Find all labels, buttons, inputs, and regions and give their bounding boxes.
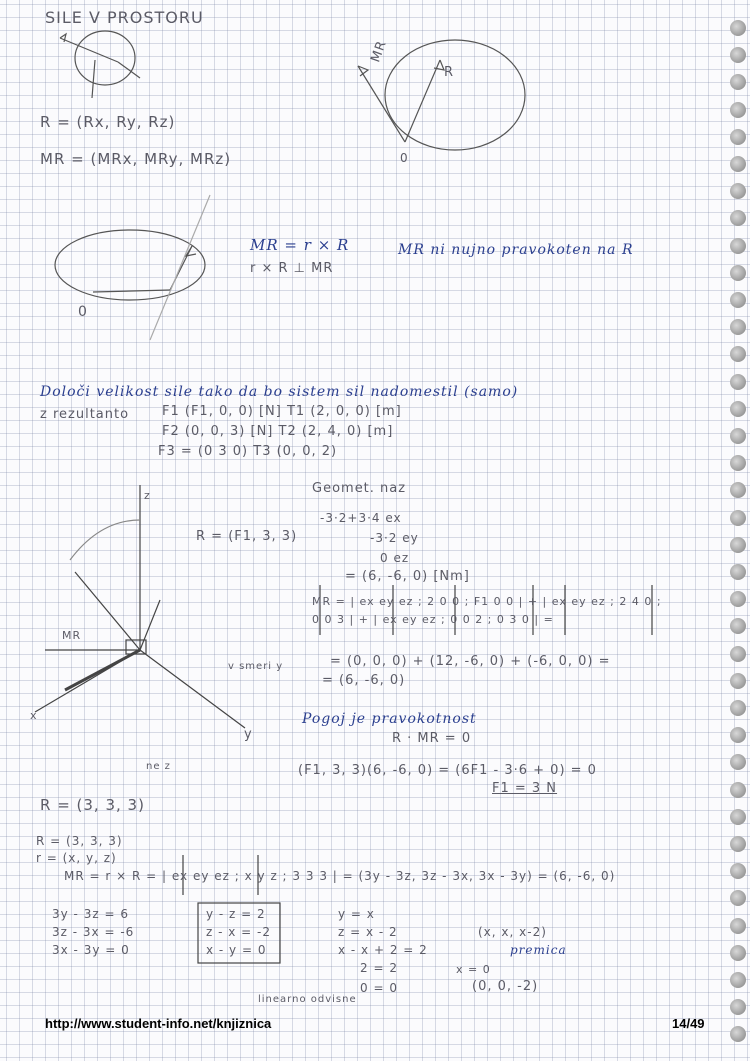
box-eq-2: z - x = -2 <box>206 925 272 939</box>
sub-2: z = x - 2 <box>338 925 398 939</box>
condition-title: Pogoj je pravokotnost <box>302 711 477 727</box>
line-name: premica <box>510 943 567 957</box>
direction-y-note: v smeri y <box>228 661 284 672</box>
mr-label: MR <box>368 38 390 65</box>
axis-y-label: y <box>244 727 253 742</box>
sub-1: y = x <box>338 907 375 921</box>
task-text: Določi velikost sile tako da bo sistem sil nadomestil (samo) <box>40 384 519 400</box>
mr-sum: = (0, 0, 0) + (12, -6, 0) + (-6, 0, 0) = <box>330 654 611 669</box>
sub-5: 0 = 0 <box>360 981 398 995</box>
eq-1: 3y - 3z = 6 <box>52 907 129 921</box>
footer-url[interactable]: http://www.student-info.net/knjiznica <box>45 1016 272 1031</box>
r-final: R = (3, 3, 3) <box>40 796 145 814</box>
sub-3: x - x + 2 = 2 <box>338 943 428 957</box>
force-f1: F1 (F1, 0, 0) [N] T1 (2, 0, 0) [m] <box>162 404 402 419</box>
mr-z: 0 ez <box>380 551 410 565</box>
perp-note: r × R ⊥ MR <box>250 261 334 276</box>
point-result: (0, 0, -2) <box>472 979 539 994</box>
axes-3d-sketch <box>35 485 245 728</box>
page-number: 14/49 <box>672 1016 705 1031</box>
r-label: R <box>444 65 455 80</box>
r-final-2: R = (3, 3, 3) <box>36 834 123 848</box>
origin-label-mid: 0 <box>78 304 88 320</box>
dependency-note: linearno odvisne <box>258 994 357 1005</box>
page-title: SILE V PROSTORU <box>45 8 204 27</box>
force-f3: F3 = (0 3 0) T3 (0, 0, 2) <box>158 444 338 459</box>
mr-sum-result: = (6, -6, 0) <box>322 673 406 688</box>
mr-x: -3·2+3·4 ex <box>320 511 402 525</box>
force-sphere-sketch <box>60 31 140 98</box>
mr-y: -3·2 ey <box>370 531 419 545</box>
line-param: (x, x, x-2) <box>478 925 547 939</box>
x-zero: x = 0 <box>456 963 491 976</box>
condition-calc: (F1, 3, 3)(6, -6, 0) = (6F1 - 3·6 + 0) = 0 <box>298 763 597 778</box>
condition-eq: R · MR = 0 <box>392 731 472 746</box>
axis-x-label: x <box>30 709 38 722</box>
m-vector-def: MR = (MRx, MRy, MRz) <box>40 150 232 168</box>
not-perp-note: MR ni nujno pravokoten na R <box>398 242 634 258</box>
mr-determinants: MR = | ex ey ez ; 2 0 0 ; F1 0 0 | + | ex ey ez ; 2 4 0 ; 0 0 3 | + | ex ey ez ; 0 0 2 ; 0 3 0 | = <box>312 595 662 626</box>
r-position: r = (x, y, z) <box>36 851 117 865</box>
box-eq-1: y - z = 2 <box>206 907 266 921</box>
mr-definition: MR = r × R <box>250 236 350 254</box>
sub-4: 2 = 2 <box>360 961 398 975</box>
mr-result: = (6, -6, 0) [Nm] <box>345 569 470 584</box>
axis-z-label: z <box>144 489 151 502</box>
box-eq-3: x - y = 0 <box>206 943 267 957</box>
r-given: R = (F1, 3, 3) <box>196 529 298 544</box>
mr-small-label: MR <box>62 629 82 642</box>
eq-3: 3x - 3y = 0 <box>52 943 130 957</box>
task-label: z rezultanto <box>40 407 130 422</box>
eq-2: 3z - 3x = -6 <box>52 925 135 939</box>
cross-product: MR = r × R = | ex ey ez ; x y z ; 3 3 3 | = (3y - 3z, 3z - 3x, 3x - 3y) = (6, -6, 0) <box>64 869 616 883</box>
geom-title: Geomet. naz <box>312 481 407 496</box>
f1-result: F1 = 3 N <box>492 781 558 796</box>
r-vector-def: R = (Rx, Ry, Rz) <box>40 113 176 131</box>
direction-z-note: ne z <box>146 761 171 772</box>
force-f2: F2 (0, 0, 3) [N] T2 (2, 4, 0) [m] <box>162 424 394 439</box>
origin-label-top: 0 <box>400 151 409 165</box>
